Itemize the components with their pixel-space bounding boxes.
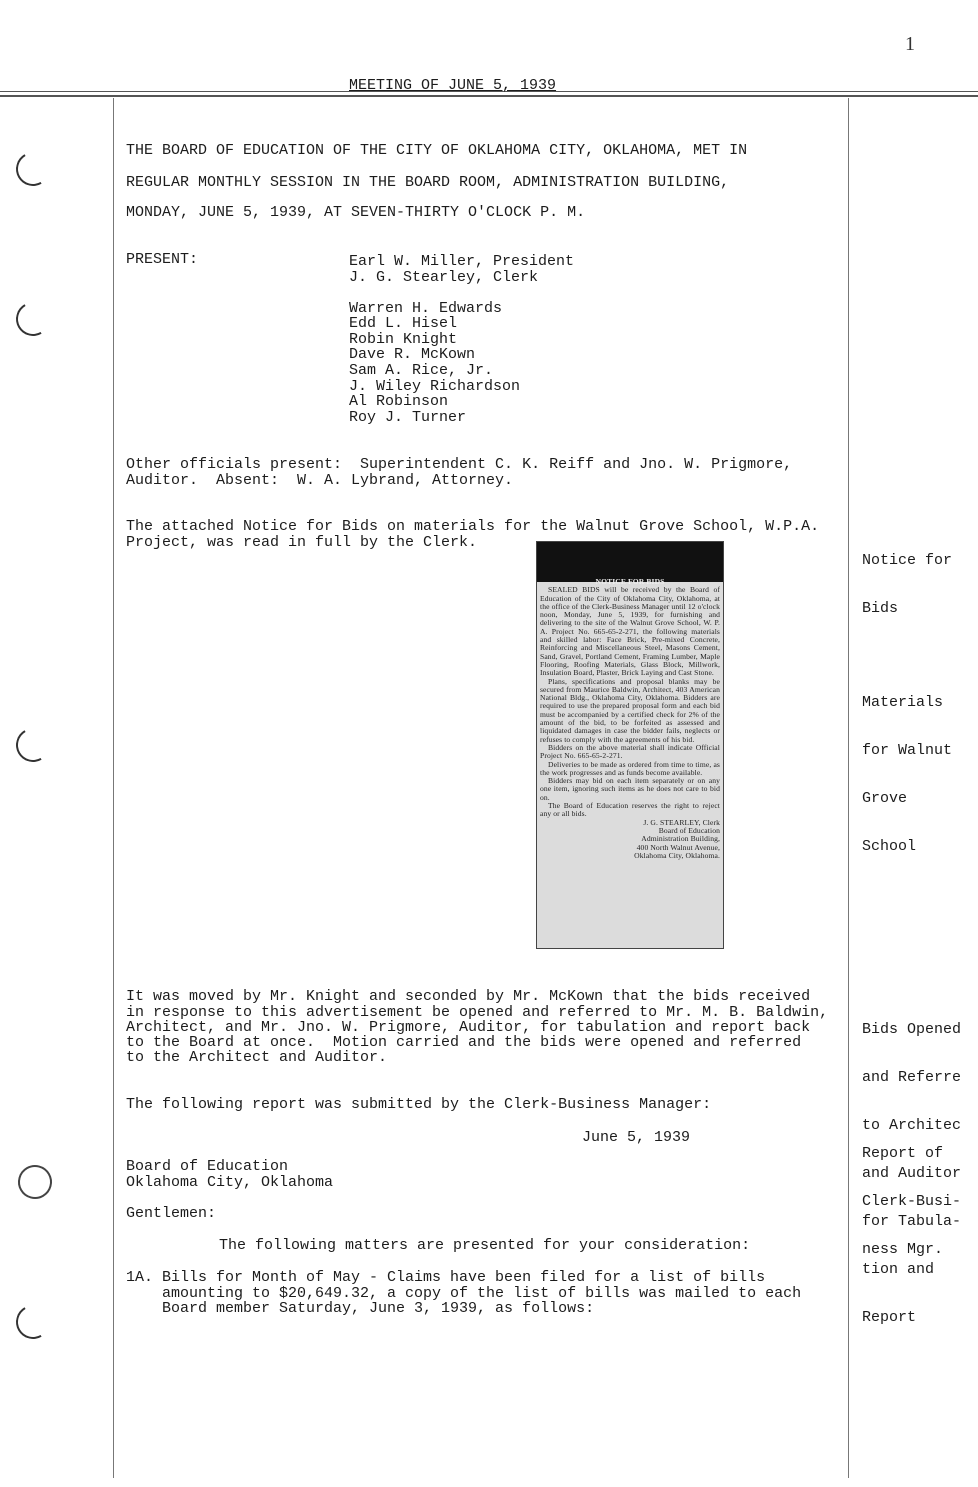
clipping-signature-line: J. G. STEARLEY, Clerk — [643, 817, 720, 827]
member-name: Al Robinson — [349, 393, 449, 410]
margin-note-line: Clerk-Busi- — [862, 1193, 962, 1210]
clipping-paragraph: Bidders on the above material shall indicate Official Project No. 665-65-2-271. — [540, 742, 720, 761]
clipping-text — [540, 578, 720, 860]
binder-hole-5 — [12, 1301, 54, 1343]
right-margin-line — [848, 98, 849, 1478]
margin-note-line — [862, 649, 952, 663]
notice-line-1: The attached Notice for Bids on materials for the Walnut Grove School, W.P.A. — [126, 518, 820, 535]
binder-hole-3 — [12, 724, 54, 766]
member-name: J. Wiley Richardson — [349, 378, 521, 395]
newspaper-clipping — [536, 541, 724, 949]
other-officials-line-2: Auditor. Absent: W. A. Lybrand, Attorney. — [126, 472, 514, 489]
clipping-signature-line: Administration Building, — [641, 834, 720, 844]
margin-note-line: Report — [862, 1309, 917, 1326]
opening-line-3: MONDAY, JUNE 5, 1939, AT SEVEN-THIRTY O'CLOCK P. M. — [126, 204, 586, 221]
clipping-paragraph: Plans, specifications and proposal blanks may be secured from Maurice Baldwin, Architect, 403 American National Bldg., Oklahoma City, Oklahoma. Bidders are required to use the prepared proposal form and each bid must be accompanied by a certified check for 2% of the amount of the bid, to be forfeited as assessed and liquidated damages in case the bidder fails, neglects or refuses to comply with the agreements of his bid. — [540, 676, 720, 744]
clipping-signature-line: Board of Education — [658, 825, 720, 835]
other-officials-line-1: Other officials present: Superintendent C. K. Reiff and Jno. W. Prigmore, — [126, 456, 793, 473]
clipping-signature-line: Oklahoma City, Oklahoma. — [634, 850, 720, 860]
binder-hole-1 — [12, 148, 54, 190]
motion-line-5: to the Architect and Auditor. — [126, 1049, 388, 1066]
salutation: Gentlemen: — [126, 1205, 217, 1222]
margin-note-line: ness Mgr. — [862, 1241, 944, 1258]
motion-line-4: to the Board at once. Motion carried and the bids were opened and referred — [126, 1034, 802, 1051]
margin-note-line: for Tabula- — [862, 1213, 962, 1230]
address-line-1: Board of Education — [126, 1158, 289, 1175]
opening-line-1: THE BOARD OF EDUCATION OF THE CITY OF OKLAHOMA CITY, OKLAHOMA, MET IN — [126, 142, 748, 159]
margin-note-line: and Auditor — [862, 1165, 962, 1182]
header-rule-bottom — [0, 95, 978, 97]
present-label: PRESENT: — [126, 251, 199, 268]
margin-note-line: Materials — [862, 694, 944, 711]
margin-note-line: for Walnut — [862, 742, 953, 759]
margin-note-line: Bids — [862, 600, 899, 617]
clipping-heading: NOTICE FOR BIDS — [595, 577, 665, 586]
officer-clerk: J. G. Stearley, Clerk — [349, 269, 539, 286]
clipping-dark-header — [537, 542, 723, 582]
report-intro: The following report was submitted by the Clerk-Business Manager: — [126, 1096, 712, 1113]
motion-line-2: in response to this advertisement be opened and referred to Mr. M. B. Baldwin, — [126, 1004, 829, 1021]
clipping-paragraph: Bidders may bid on each item separately or on any one item, ignoring such items as he does not care to bid on. — [540, 776, 720, 802]
opening-line-2: REGULAR MONTHLY SESSION IN THE BOARD ROOM, ADMINISTRATION BUILDING, — [126, 174, 730, 191]
meeting-title: MEETING OF JUNE 5, 1939 — [349, 77, 557, 94]
report-date: June 5, 1939 — [582, 1129, 691, 1146]
binder-hole-4 — [14, 1161, 56, 1203]
motion-line-3: Architect, and Mr. Jno. W. Prigmore, Auditor, for tabulation and report back — [126, 1019, 811, 1036]
margin-note-line: to Architec — [862, 1117, 962, 1134]
item-1a-line-2: amounting to $20,649.32, a copy of the list of bills was mailed to each — [126, 1285, 802, 1302]
member-name: Roy J. Turner — [349, 409, 467, 426]
officer-president: Earl W. Miller, President — [349, 253, 575, 270]
margin-note-line: Bids Opened — [862, 1021, 962, 1038]
clipping-paragraph: Deliveries to be made as ordered from time to time, as the work progresses and as funds become available. — [540, 759, 720, 777]
member-name: Dave R. McKown — [349, 346, 476, 363]
margin-note-line: and Referre — [862, 1069, 962, 1086]
margin-note-report — [862, 1114, 961, 1274]
member-name: Robin Knight — [349, 331, 458, 348]
clipping-signature-line: 400 North Walnut Avenue, — [636, 842, 720, 852]
margin-note-line: Report of — [862, 1145, 944, 1162]
margin-note-line: Grove — [862, 790, 908, 807]
member-name: Warren H. Edwards — [349, 300, 503, 317]
report-lead: The following matters are presented for your consideration: — [219, 1237, 751, 1254]
item-1a-line-3: Board member Saturday, June 3, 1939, as follows: — [126, 1300, 595, 1317]
member-name: Edd L. Hisel — [349, 315, 458, 332]
page-number: 1 — [905, 33, 915, 55]
margin-note-line: School — [862, 838, 917, 855]
notice-line-2: Project, was read in full by the Clerk. — [126, 534, 478, 551]
address-line-2: Oklahoma City, Oklahoma — [126, 1174, 334, 1191]
binder-hole-2 — [12, 298, 54, 340]
motion-line-1: It was moved by Mr. Knight and seconded by Mr. McKown that the bids received — [126, 988, 811, 1005]
margin-note-line: Notice for — [862, 552, 953, 569]
item-1a-line-1: 1A. Bills for Month of May - Claims have been filed for a list of bills — [126, 1269, 766, 1286]
margin-note-notice — [862, 521, 952, 871]
margin-note-line: tion and — [862, 1261, 935, 1278]
clipping-paragraph: The Board of Education reserves the right to reject any or all bids. — [540, 801, 720, 819]
member-name: Sam A. Rice, Jr. — [349, 362, 494, 379]
clipping-paragraph: SEALED BIDS will be received by the Board of Education of the City of Oklahoma City, Oklahoma, at the office of the Clerk-Business Manager until 12 o'clock noon, Monday, June 5, 1939, for furnishing and delivering to the site of the Walnut Grove School, W. P. A. Project No. 665-65-2-271, the following materials and skilled labor: Face Brick, Pre-mixed Concrete, Reinforcing and Miscellaneous Steel, Masons Cement, Sand, Gravel, Portland Cement, Framing Lumber, Maple Flooring, Roofing Materials, Glass Block, Millwork, Insulation Board, Plaster, Brick Laying and Cast Stone. — [540, 585, 720, 678]
left-margin-line — [113, 98, 114, 1478]
